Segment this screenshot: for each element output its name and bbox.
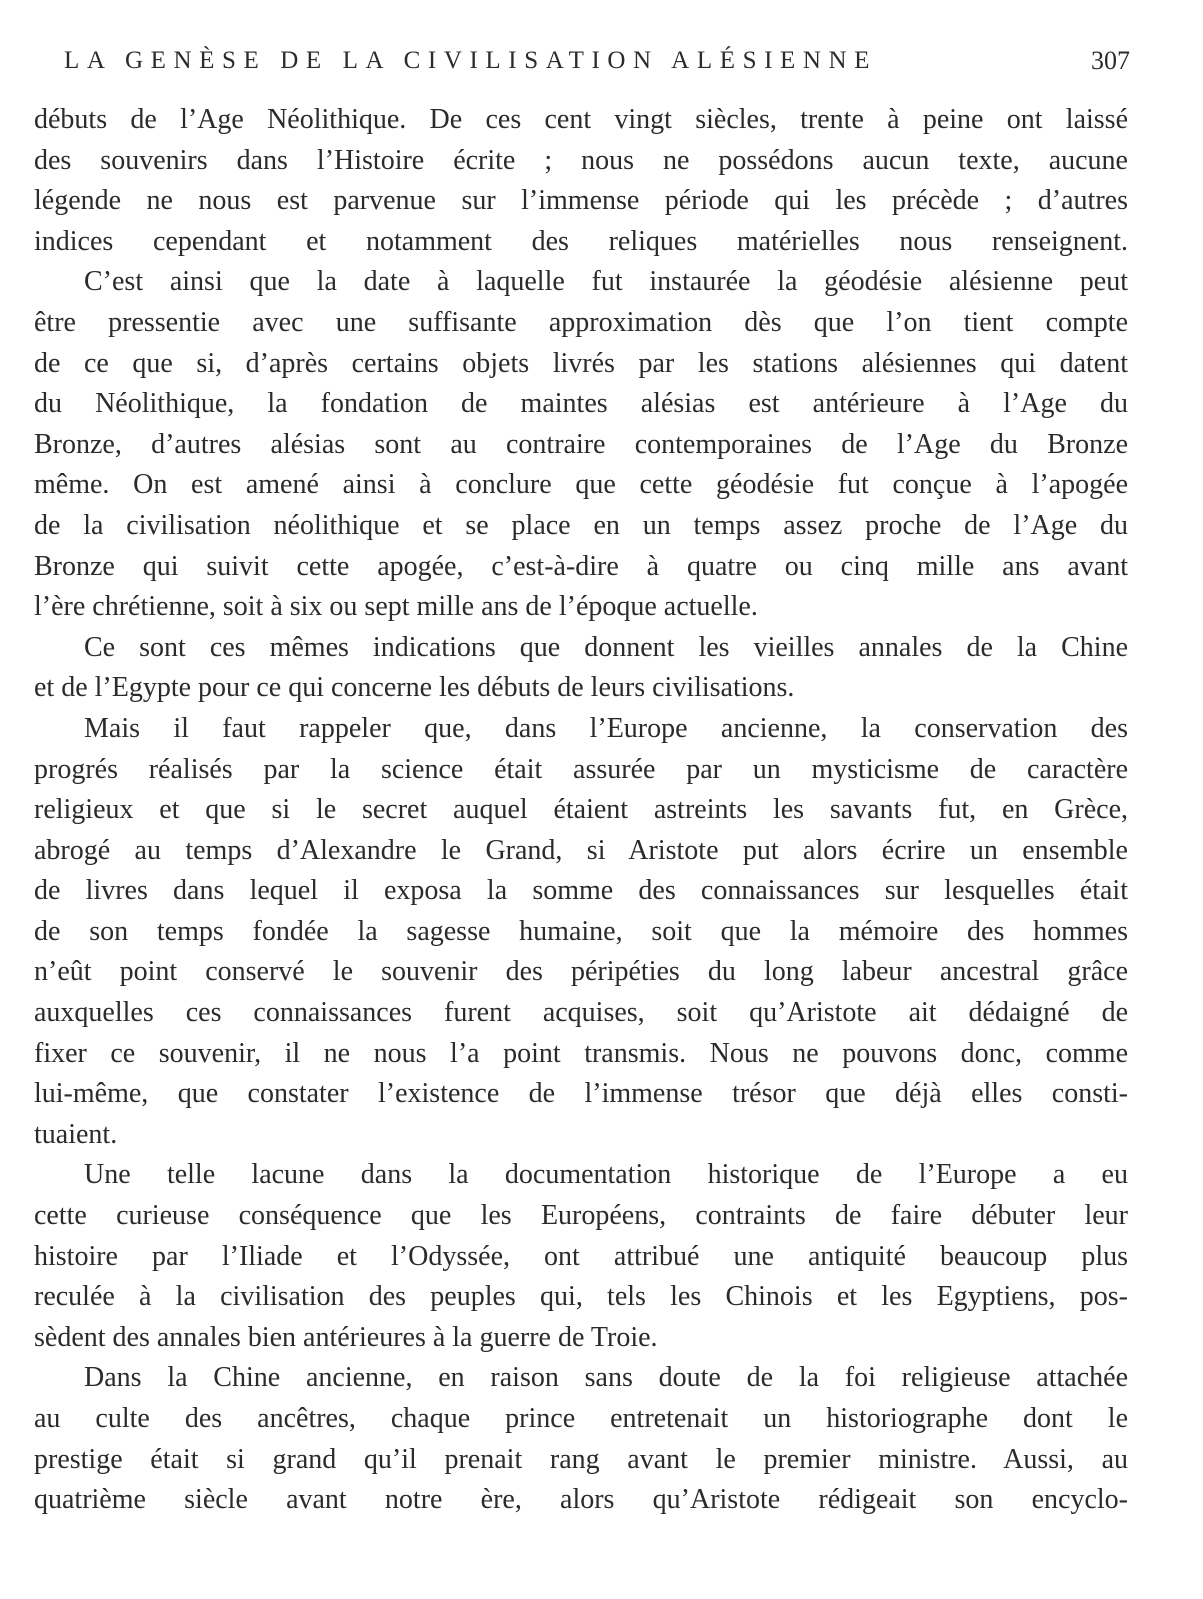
- text-line: Mais il faut rappeler que, dans l’Europe ancienne, la conservation des: [84, 712, 1128, 744]
- text-line: l’ère chrétienne, soit à six ou sept mille ans de l’époque actuelle.: [34, 591, 758, 623]
- text-line: lui-même, que constater l’existence de l’immense trésor que déjà elles consti-: [34, 1078, 1128, 1110]
- page-number: 307: [1091, 46, 1130, 75]
- text-line: au culte des ancêtres, chaque prince entretenait un historiographe dont le: [34, 1403, 1128, 1434]
- body-text: [34, 100, 1128, 1521]
- text-line: tuaient.: [34, 1118, 118, 1150]
- text-line: abrogé au temps d’Alexandre le Grand, si Aristote put alors écrire un ensemble: [34, 834, 1128, 866]
- text-line: religieux et que si le secret auquel étaient astreints les savants fut, en Grèce,: [34, 794, 1128, 826]
- text-line: de la civilisation néolithique et se place en un temps assez proche de l’Age du: [34, 509, 1128, 541]
- text-line: Une telle lacune dans la documentation historique de l’Europe a eu: [84, 1159, 1128, 1191]
- text-line: légende ne nous est parvenue sur l’immense période qui les précède ; d’autres: [34, 185, 1128, 217]
- text-line: être pressentie avec une suffisante approximation dès que l’on tient compte: [34, 306, 1128, 338]
- text-line: du Néolithique, la fondation de maintes alésias est antérieure à l’Age du: [34, 388, 1128, 420]
- text-line: et de l’Egypte pour ce qui concerne les débuts de leurs civilisations.: [34, 672, 795, 704]
- text-line: indices cependant et notamment des reliques matérielles nous renseignent.: [34, 225, 1128, 257]
- text-line: Bronze, d’autres alésias sont au contraire contemporaines de l’Age du Bronze: [34, 428, 1128, 460]
- text-line: Bronze qui suivit cette apogée, c’est-à-dire à quatre ou cinq mille ans avant: [34, 550, 1128, 582]
- text-line: débuts de l’Age Néolithique. De ces cent vingt siècles, trente à peine ont laissé: [34, 104, 1128, 135]
- text-line: Dans la Chine ancienne, en raison sans doute de la foi religieuse attachée: [84, 1362, 1128, 1394]
- text-line: C’est ainsi que la date à laquelle fut instaurée la géodésie alésienne peut: [84, 266, 1128, 298]
- text-line: auxquelles ces connaissances furent acquises, soit qu’Aristote ait dédaigné de: [34, 997, 1128, 1029]
- text-line: de son temps fondée la sagesse humaine, soit que la mémoire des hommes: [34, 915, 1128, 947]
- text-line: progrés réalisés par la science était assurée par un mysticisme de caractère: [34, 753, 1128, 785]
- text-line: même. On est amené ainsi à conclure que cette géodésie fut conçue à l’apogée: [34, 469, 1128, 501]
- text-line: fixer ce souvenir, il ne nous l’a point transmis. Nous ne pouvons donc, comme: [34, 1037, 1128, 1069]
- text-line: de livres dans lequel il exposa la somme des connaissances sur lesquelles était: [34, 875, 1128, 907]
- text-line: n’eût point conservé le souvenir des péripéties du long labeur ancestral grâce: [34, 956, 1128, 988]
- running-title: LA GENÈSE DE LA CIVILISATION ALÉSIENNE: [64, 47, 878, 74]
- text-line: reculée à la civilisation des peuples qui, tels les Chinois et les Egyptiens, pos-: [34, 1281, 1128, 1313]
- text-line: quatrième siècle avant notre ère, alors qu’Aristote rédigeait son encyclo-: [34, 1484, 1128, 1516]
- text-line: Ce sont ces mêmes indications que donnent les vieilles annales de la Chine: [84, 631, 1128, 663]
- text-line: des souvenirs dans l’Histoire écrite ; nous ne possédons aucun texte, aucune: [34, 144, 1128, 176]
- running-head: [64, 46, 1130, 80]
- text-line: prestige était si grand qu’il prenait rang avant le premier ministre. Aussi, au: [34, 1443, 1128, 1475]
- text-line: de ce que si, d’après certains objets livrés par les stations alésiennes qui datent: [34, 347, 1128, 379]
- text-line: histoire par l’Iliade et l’Odyssée, ont attribué une antiquité beaucoup plus: [34, 1240, 1128, 1272]
- text-line: sèdent des annales bien antérieures à la guerre de Troie.: [34, 1321, 658, 1353]
- text-line: cette curieuse conséquence que les Européens, contraints de faire débuter leur: [34, 1200, 1128, 1232]
